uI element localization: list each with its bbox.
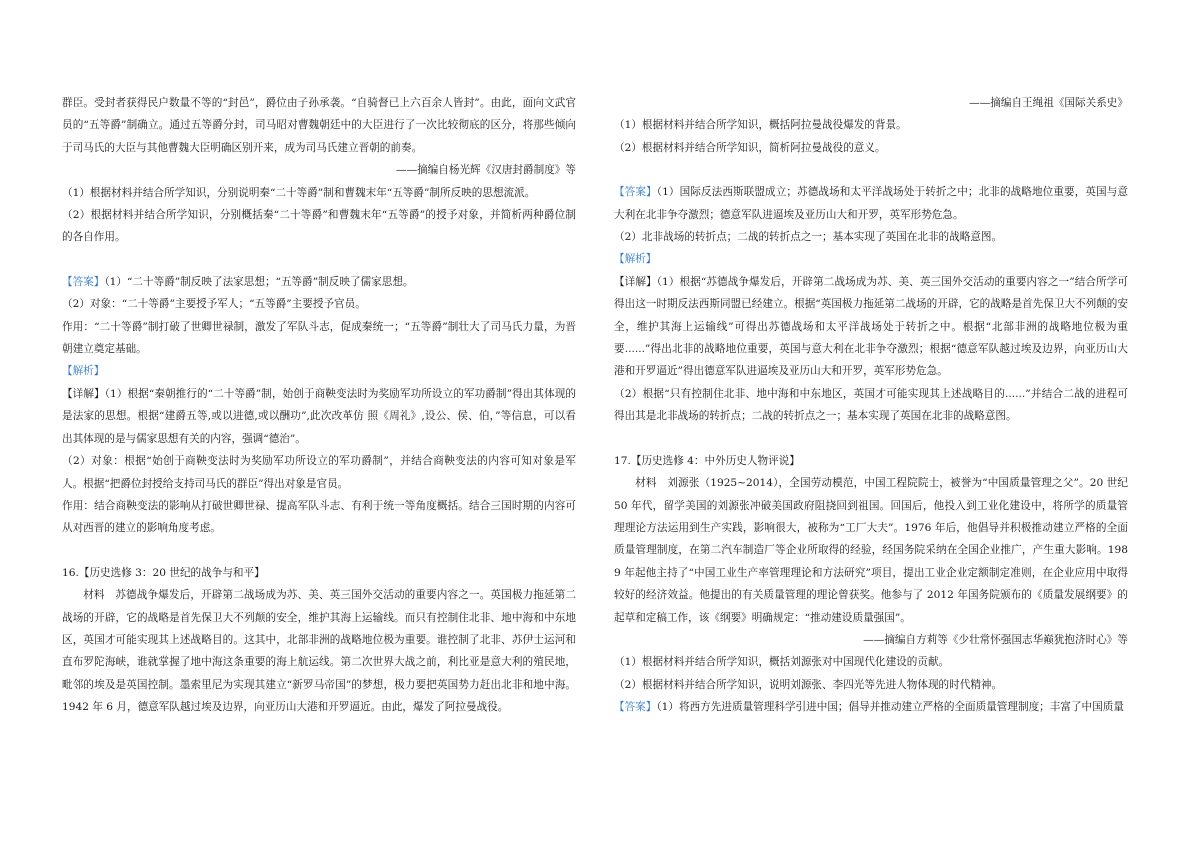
answer-tag: 【答案】 [614,701,657,714]
text-paragraph: （1）根据材料并结合所学知识，分别说明秦“二十等爵”制和曹魏末年“五等爵”制所反映的思想流派。 [62,186,536,199]
paragraph-gap [614,428,1128,450]
text-paragraph: （2）根据材料并结合所学知识，简析阿拉曼战役的意义。 [614,141,886,154]
analysis-tag: 【解析】 [62,365,105,378]
text-paragraph: （2）对象：根据“始创于商鞅变法时为奖励军功所设立的军功爵制”，并结合商鞅变法的内容可知对象是军人。根据“把爵位封授给支持司马氏的群臣”得出对象是官员。 [62,455,576,490]
paragraph-gap [62,249,576,271]
answer-tag: 【答案】 [62,275,105,288]
answer-text: （1）“二十等爵”制反映了法家思想；“五等爵”制反映了儒家思想。 [104,275,414,288]
right-column [614,92,1128,719]
analysis-heading [614,248,1128,270]
answer-paragraph [614,181,1128,226]
answer-text: （1）国际反法西斯联盟成立；苏德战场和太平洋战场处于转折之中；北非的战略地位重要，英国与意大利在北非争夺激烈；德意军队进逼埃及亚历山大和开罗，英军形势危急。 [614,186,1129,221]
text-paragraph: 作用：“二十等爵”制打破了世卿世禄制，激发了军队斗志，促成秦统一；“五等爵”制壮大了司马氏力量，为晋朝建立奠定基础。 [62,320,576,356]
text-paragraph: 16.【历史选修 3：20 世纪的战争与和平】 [62,566,265,579]
source-citation: ——摘编自方莉等《少壮常怀强国志华巅犹抱济时心》等 [863,633,1128,646]
answer-text: （1）将西方先进质量管理科学引进中国；倡导并推动建立严格的全面质量管理制度；丰富了中国质量 [656,701,1124,714]
source-citation: ——摘编自王绳祖《国际关系史》 [969,97,1128,109]
text-paragraph: 17.【历史选修 4：中外历史人物评说】 [614,454,800,467]
text-paragraph: 【详解】（1）根据“苏德战争爆发后，开辟第二战场成为苏、美、英三国外交活动的重要内容之一”结合所学可得出这一时期反法西斯同盟已经建立。根据“英国极力拖延第二战场的开辟，它的战略是首先保卫大不列颠的安全，维护其海上运输线”可得出苏德战场和太平洋战场处于转折之中。根据“北部非洲的战略地位极为重要......”得出北非的战略地位重要，英国与意大利在北非争夺激烈；根据“德意军队越过埃及边界，向亚历山大港和开罗逼近”得出德意军队进逼埃及亚历山大和开罗，英军形势危急。 [614,275,1128,378]
analysis-tag: 【解析】 [614,253,657,266]
paragraph-gap [614,159,1128,181]
text-paragraph: （2）根据“只有控制住北非、地中海和中东地区，英国才可能实现其上述战略目的......”并结合二战的进程可得出其是北非战场的转折点；二战的转折点之一；基本实现了英国在北非的战略意图。 [614,387,1128,423]
text-paragraph: 作用：结合商鞅变法的影响从打破世卿世禄、提高军队斗志、有利于统一等角度概括。结合三国时期的内容可从对西晋的建立的影响角度考虑。 [62,499,576,535]
text-paragraph: （2）对象：“二十等爵”主要授予军人；“五等爵”主要授予官员。 [62,298,366,311]
text-paragraph: （1）根据材料并结合所学知识，概括刘源张对中国现代化建设的贡献。 [614,656,950,669]
text-paragraph: （2）北非战场的转折点；二战的转折点之一；基本实现了英国在北非的战略意图。 [614,231,1003,244]
answer-paragraph [62,271,576,293]
source-citation: ——摘编自杨光辉《汉唐封爵制度》等 [395,164,576,177]
text-paragraph: （1）根据材料并结合所学知识，概括阿拉曼战役爆发的背景。 [614,119,907,132]
material-paragraph: 材料 苏德战争爆发后，开辟第二战场成为苏、美、英三国外交活动的重要内容之一。英国极力拖延第二战场的开辟，它的战略是首先保卫大不列颠的安全，维护其海上运输线。而只有控制住北非、地中海和中东地区，英国才可能实现其上述战略目的。这其中，北部非洲的战略地位极为重要。谁控制了北非、苏伊士运河和直布罗陀海峡，谁就掌握了地中海这条重要的海上航运线。第二次世界大战之前，利比亚是意大利的殖民地，毗邻的埃及是英国控制。墨索里尼为实现其建立“新罗马帝国”的梦想，极力要把英国势力赶出北非和地中海。1942 年 6 月，德意军队越过埃及边界，向亚历山大港和开罗逼近。由此，爆发了阿拉曼战役。 [62,589,576,714]
text-paragraph: （2）根据材料并结合所学知识，分别概括秦“二十等爵”和曹魏末年“五等爵”的授予对象，并简析两种爵位制的各自作用。 [62,209,576,244]
left-column [62,92,576,719]
text-paragraph: （2）根据材料并结合所学知识，说明刘源张、李四光等先进人物体现的时代精神。 [614,678,1003,691]
text-paragraph: 【详解】（1）根据“秦朝推行的“二十等爵”制，始创于商鞅变法时为奖励军功所设立的军功爵制”得出其体现的是法家的思想。根据“建爵五等,或以进德,或以酬功”,此次改革仿 照《周礼》,设公、侯、伯，”等信息，可以看出其体现的是与儒家思想有关的内容，强调“德治”。 [62,387,576,445]
text-paragraph: 群臣。受封者获得民户数量不等的“封邑”，爵位由子孙承袭。“自骑督已上六百余人皆封”。由此，面向文武官员的“五等爵”制确立。通过五等爵分封，司马昭对曹魏朝廷中的大臣进行了一次比较彻底的区分，将那些倾向于司马氏的大臣与其他曹魏大臣明确区别开来，成为司马氏建立晋朝的前奏。 [62,97,576,154]
answer-tag: 【答案】 [614,186,657,199]
material-paragraph: 材料 刘源张（1925~2014），全国劳动模范，中国工程院院士，被誉为“中国质量管理之父”。20 世纪 50 年代，留学美国的刘源张冲破美国政府阻挠回到祖国。回国后，他投入到工业化建设中，将所学的质量管理理论方法运用到生产实践，影响很大，被称为“工厂大夫”。1976 年后，他倡导并积极推动建立严格的全面质量管理制度，在第二汽车制造厂等企业所取得的经验，经国务院采纳在全国企业推广，产生重大影响。1989 年起他主持了“中国工业生产率管理理论和方法研究”项目，提出工业企业定额制定准则，在企业应用中取得较好的经济效益。他提出的有关质量管理的理论曾获奖。他参与了 2012 年国务院颁布的《质量发展纲要》的起草和定稿工作，该《纲要》明确规定：“推动建设质量强国”。 [614,477,1128,624]
answer-paragraph [614,696,1128,718]
analysis-heading [62,360,576,382]
paragraph-gap [62,540,576,562]
